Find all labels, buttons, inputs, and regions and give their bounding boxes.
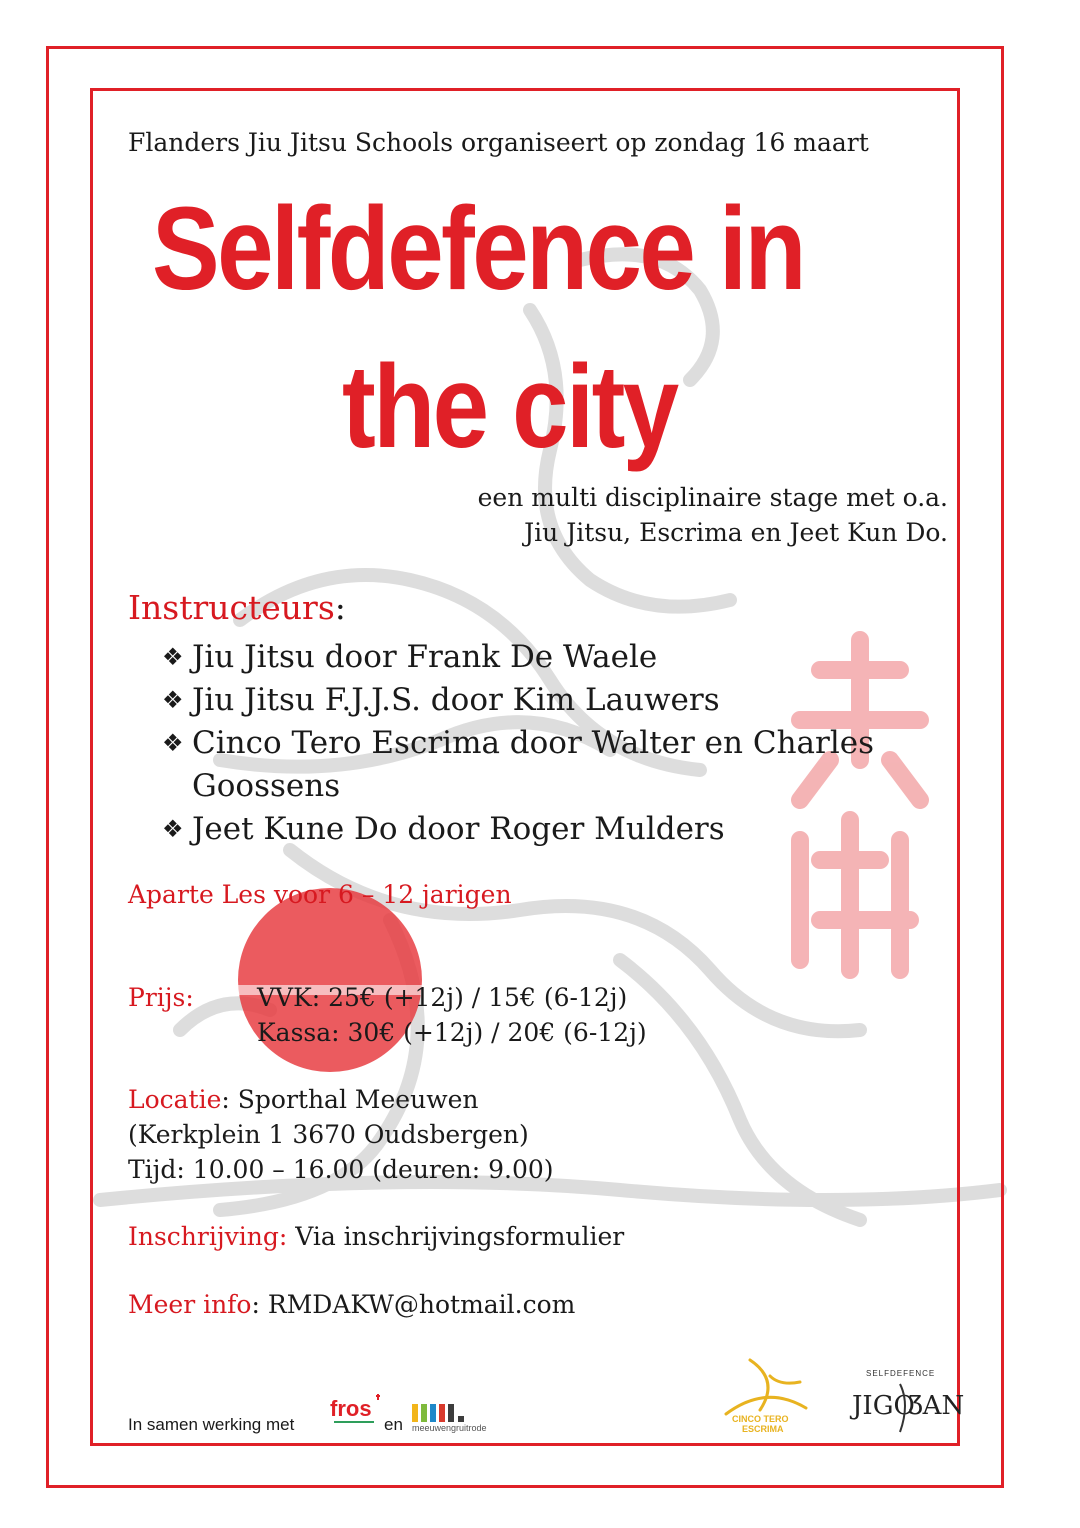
diamond-bullet-icon: ❖: [162, 815, 184, 843]
location-line: [128, 1085, 479, 1114]
instructor-text: Jeet Kune Do door Roger Mulders: [192, 811, 725, 847]
svg-text:JIGO: JIGO: [852, 1391, 915, 1421]
svg-text:meeuwengruitrode: meeuwengruitrode: [412, 1423, 487, 1433]
kids-lesson-note: Aparte Les voor 6 – 12 jarigen: [128, 880, 512, 909]
instructeurs-colon: :: [334, 588, 346, 627]
diamond-bullet-icon: ❖: [162, 729, 184, 757]
instructor-text: Jiu Jitsu F.J.J.S. door Kim Lauwers: [192, 682, 720, 718]
jigo-tan-selfdefence-logo: [848, 1364, 965, 1436]
info-email: : RMDAKW@hotmail.com: [251, 1290, 576, 1319]
instructeurs-heading: [128, 588, 346, 627]
svg-text:fros: fros: [330, 1396, 372, 1421]
price-door: Kassa: 30€ (+12j) / 20€ (6-12j): [257, 1018, 647, 1047]
instructor-text: Jiu Jitsu door Frank De Waele: [192, 639, 658, 675]
subtitle-line-2: Jiu Jitsu, Escrima en Jeet Kun Do.: [524, 518, 948, 547]
title-line-1: Selfdefence in: [152, 183, 804, 315]
list-item: [162, 636, 942, 679]
title-line-2: the city: [342, 341, 677, 473]
instructor-text: Cinco Tero Escrima door Walter en Charles Goossens: [192, 725, 874, 804]
event-time: Tijd: 10.00 – 16.00 (deuren: 9.00): [128, 1155, 554, 1184]
svg-text:SELFDEFENCE: SELFDEFENCE: [866, 1369, 936, 1378]
instructeurs-label: Instructeurs: [128, 588, 335, 627]
cinco-tero-escrima-logo: [720, 1356, 816, 1436]
registration-line: [128, 1222, 624, 1251]
fros-logo: [328, 1392, 384, 1432]
cooperation-text: In samen werking met: [128, 1415, 295, 1434]
registration-value: Via inschrijvingsformulier: [287, 1222, 625, 1251]
svg-text:CINCO TERO: CINCO TERO: [732, 1414, 789, 1424]
intro-text: Flanders Jiu Jitsu Schools organiseert op zondag 16 maart: [128, 128, 869, 157]
info-label: Meer info: [128, 1290, 252, 1319]
price-label: Prijs:: [128, 983, 194, 1012]
cooperation-and-text: en: [384, 1415, 403, 1434]
diamond-bullet-icon: ❖: [162, 686, 184, 714]
location-address: (Kerkplein 1 3670 Oudsbergen): [128, 1120, 529, 1149]
list-item: [162, 722, 942, 808]
subtitle-line-1: een multi disciplinaire stage met o.a.: [477, 483, 948, 512]
meeuwengruitrode-logo: [410, 1400, 534, 1434]
list-item: [162, 679, 942, 722]
svg-text:ESCRIMA: ESCRIMA: [742, 1424, 784, 1434]
list-item: [162, 808, 942, 851]
svg-text:ƷAN: ƷAN: [908, 1391, 965, 1421]
price-presale: VVK: 25€ (+12j) / 15€ (6-12j): [257, 983, 628, 1012]
info-line: [128, 1290, 575, 1319]
location-value: : Sporthal Meeuwen: [221, 1085, 479, 1114]
location-label: Locatie: [128, 1085, 222, 1114]
diamond-bullet-icon: ❖: [162, 643, 184, 671]
registration-label: Inschrijving:: [128, 1222, 288, 1251]
instructor-list: [162, 636, 942, 851]
